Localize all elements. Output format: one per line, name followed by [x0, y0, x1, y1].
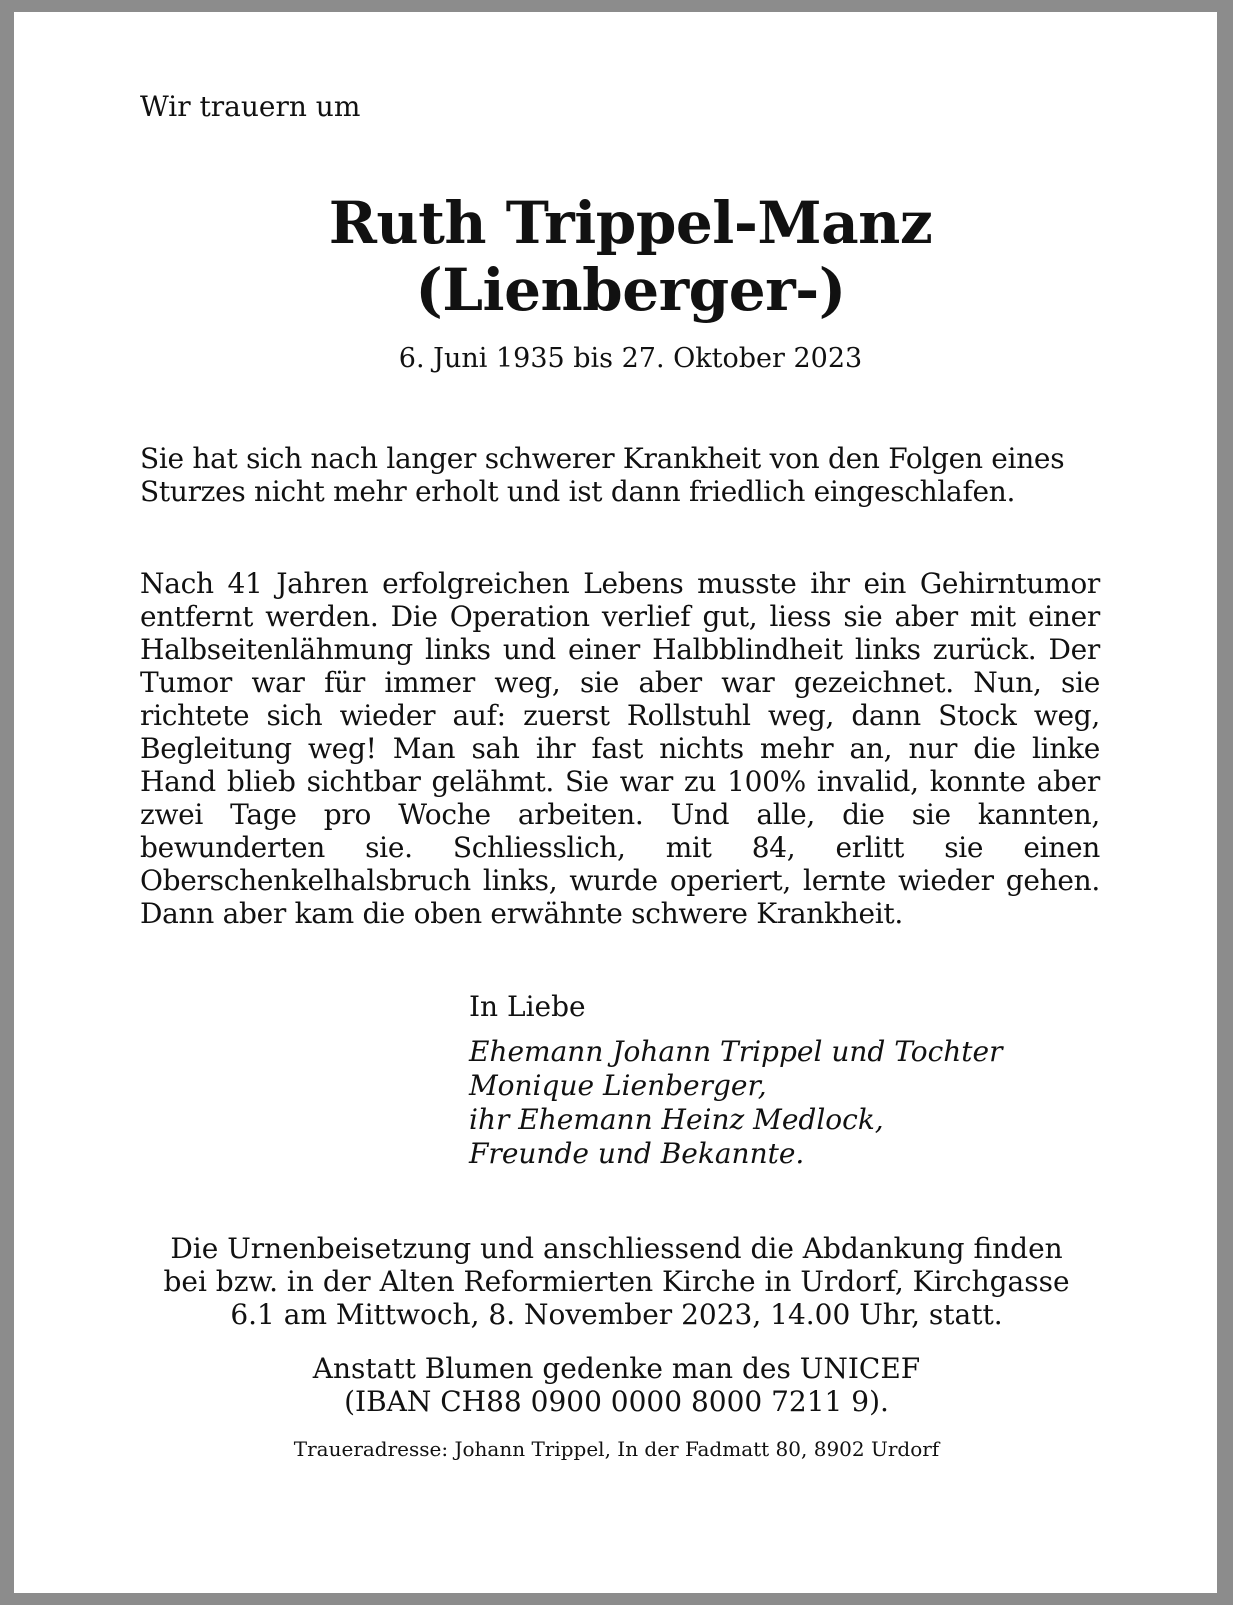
obituary-page — [14, 12, 1217, 1593]
intro-text: Wir trauern um — [140, 90, 361, 123]
burial-line: bei bzw. in der Alten Reformierten Kirche in Urdorf, Kirchgasse — [163, 1265, 1070, 1298]
deceased-maiden-name: (Lienberger-) — [415, 256, 846, 324]
family-line: Monique Lienberger, — [469, 1069, 767, 1102]
family-line: Ehemann Johann Trippel und Tochter — [469, 1035, 1003, 1068]
burial-info — [14, 1232, 1219, 1331]
donation-line: Anstatt Blumen gedenke man des UNICEF — [312, 1352, 921, 1385]
mourning-address: Traueradresse: Johann Trippel, In der Fadmatt 80, 8902 Urdorf — [293, 1437, 940, 1461]
paragraph-illness: Sie hat sich nach langer schwerer Krankheit von den Folgen eines Sturzes nicht mehr erholt und ist dann friedlich eingeschlafen. — [140, 442, 1065, 508]
life-dates: 6. Juni 1935 bis 27. Oktober 2023 — [398, 343, 863, 374]
family-line: ihr Ehemann Heinz Medlock, — [469, 1103, 884, 1136]
paragraph-life-story: Nach 41 Jahren erfolgreichen Lebens musste ihr ein Gehirntumor entfernt werden. Die Operation verlief gut, liess sie aber mit einer Halbseitenlähmung links und einer Halbblindheit links zurück. Der Tumor war für immer weg, sie aber war gezeichnet. Nun, sie richtete sich wieder auf: zuerst Rollstuhl weg, dann Stock weg, Begleitung weg! Man sah ihr fast nichts mehr an, nur die linke Hand blieb sichtbar gelähmt. Sie war zu 100% invalid, konnte aber zwei Tage pro Woche arbeiten. Und alle, die sie kannten, bewunderten sie. Schliesslich, mit 84, erlitt sie einen Oberschenkelhalsbruch links, wurde operiert, lernte wieder gehen. Dann aber kam die oben erwähnte schwere Krankheit. — [140, 567, 1100, 930]
family-line: Freunde und Bekannte. — [469, 1137, 805, 1170]
burial-line: 6.1 am Mittwoch, 8. November 2023, 14.00 Uhr, statt. — [230, 1298, 1003, 1331]
closing-text: In Liebe — [469, 990, 586, 1023]
burial-line: Die Urnenbeisetzung und anschliessend die Abdankung finden — [170, 1232, 1063, 1265]
donation-info — [14, 1352, 1219, 1418]
deceased-name: Ruth Trippel-Manz — [328, 189, 933, 257]
donation-line: (IBAN CH88 0900 0000 8000 7211 9). — [344, 1385, 889, 1418]
family-signature — [469, 1035, 1003, 1171]
